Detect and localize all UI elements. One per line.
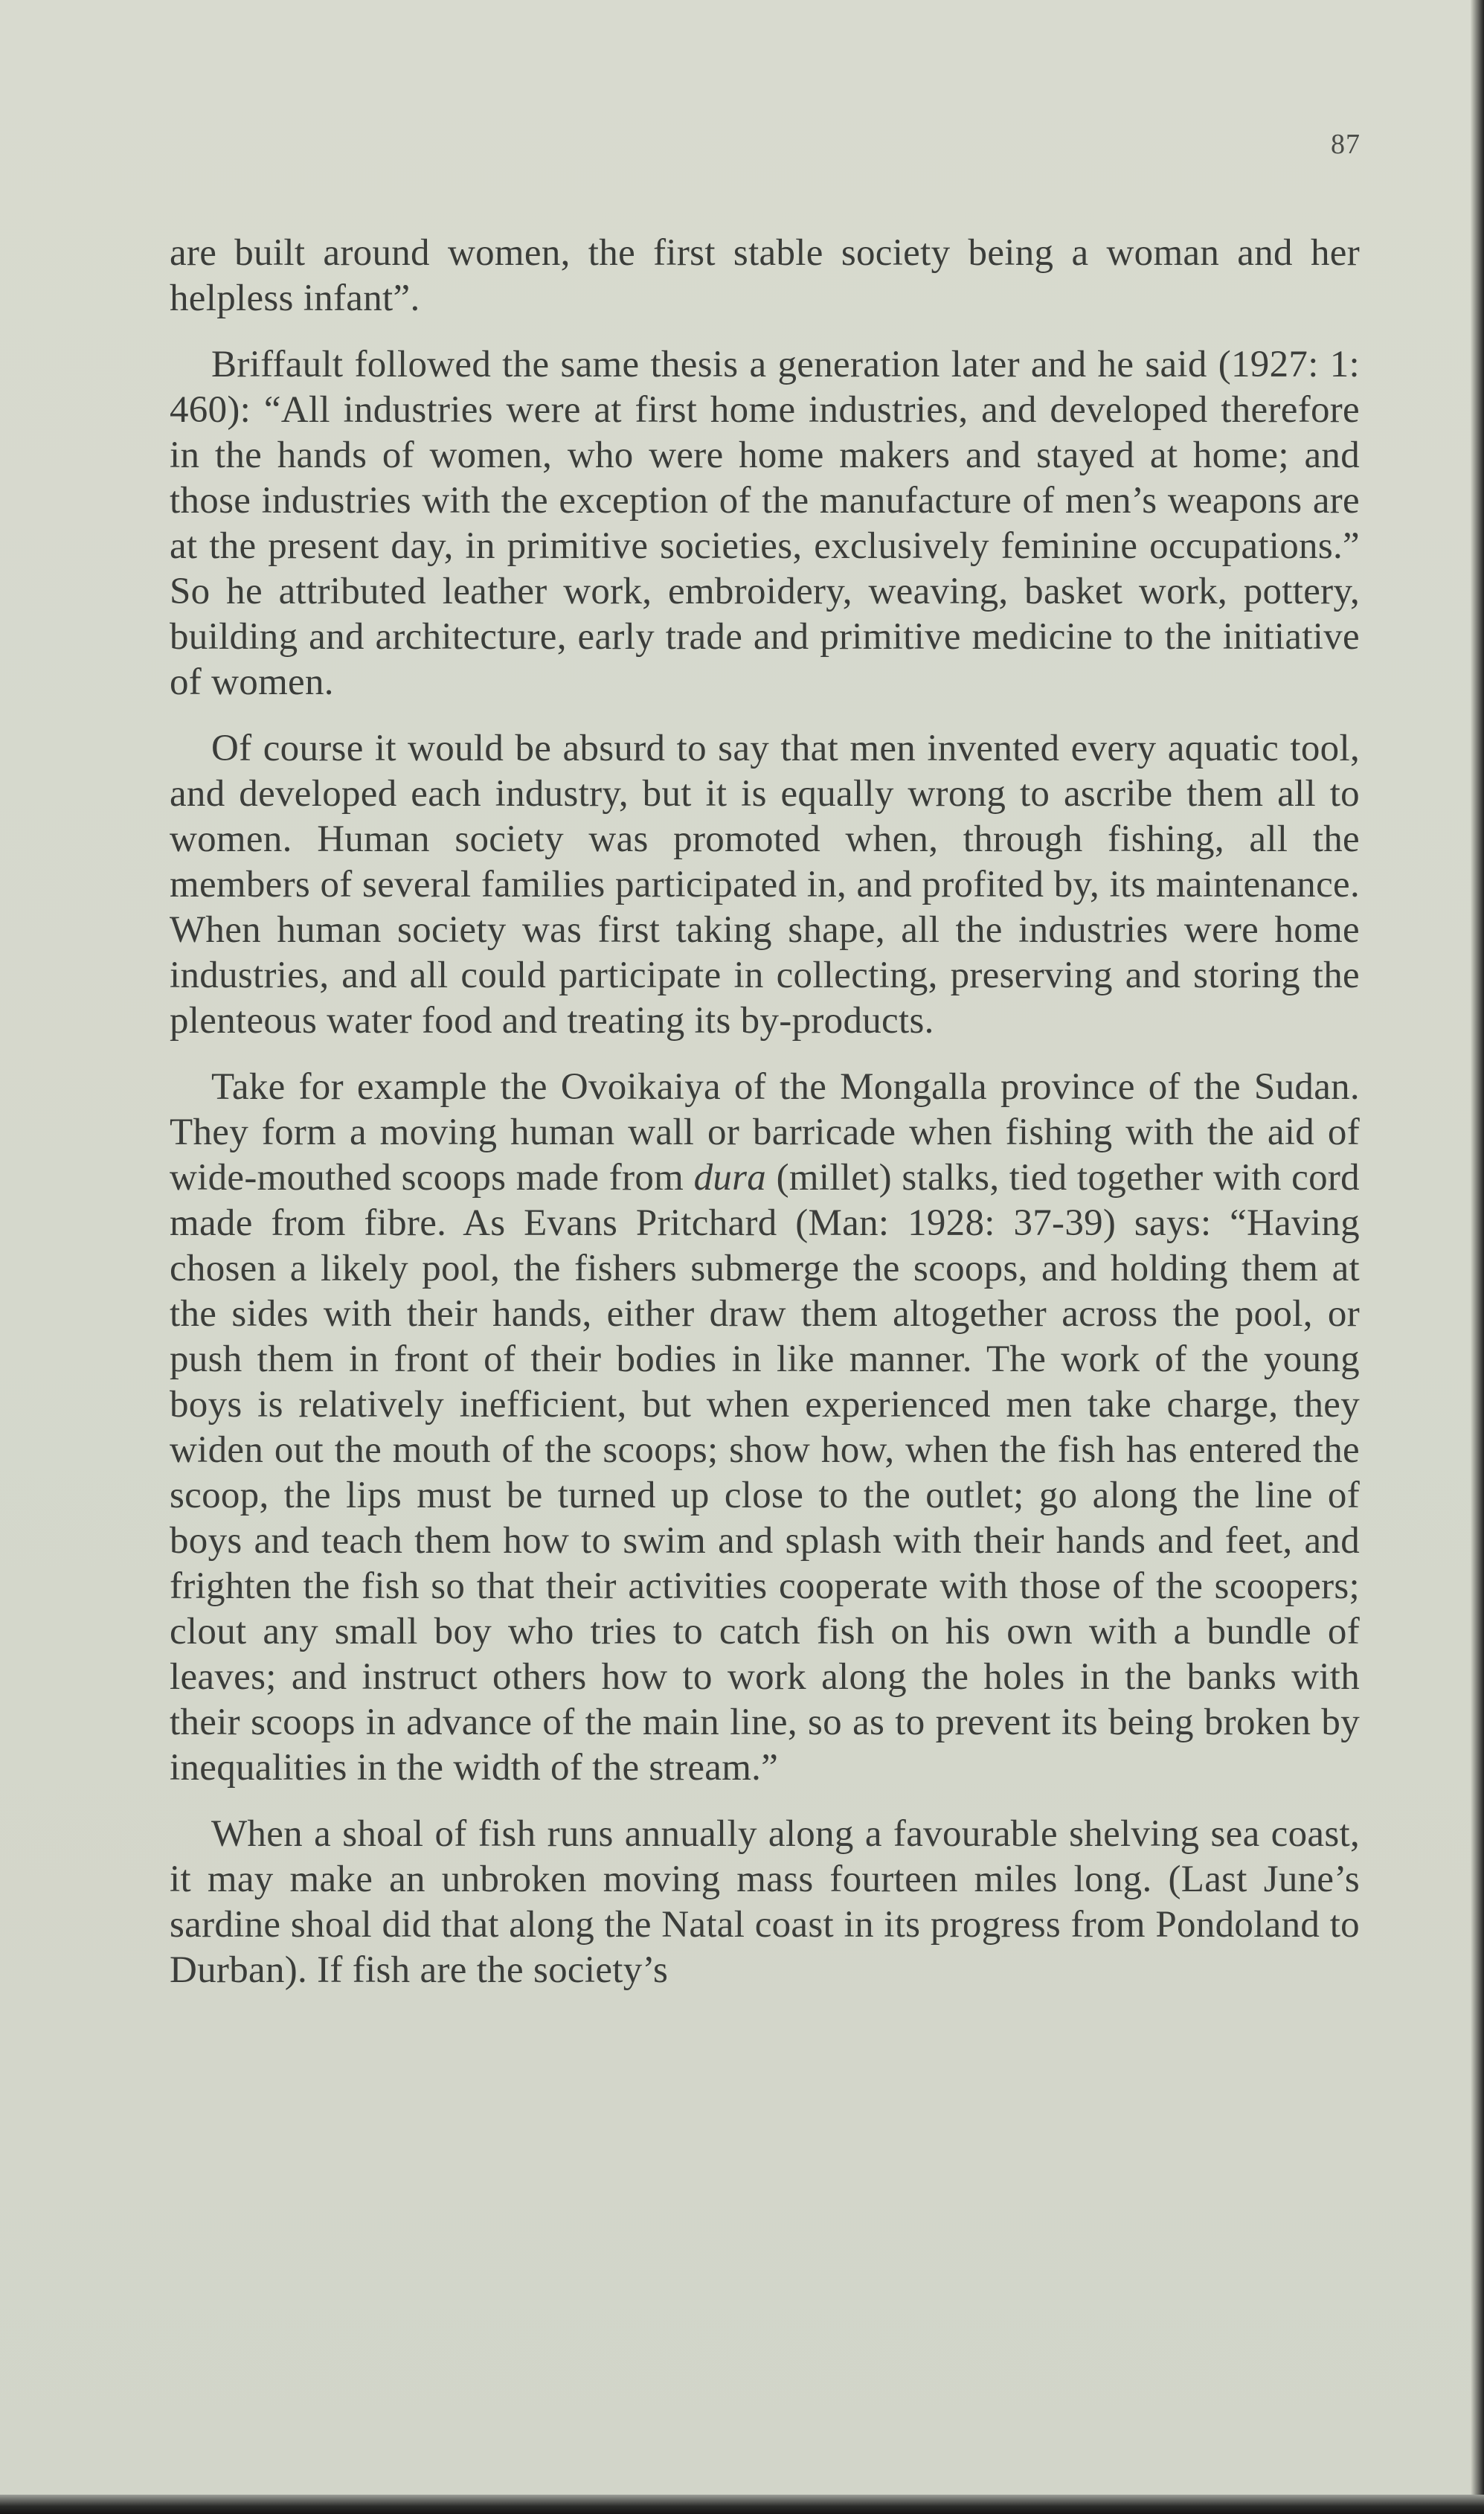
paragraph-4-after: (millet) stalks, tied together with cord made from fibre. As Evans Pritchard (Man: 1928: 37-39) says: “Having chosen a likely pool, the fishers submerge the scoops, and holding them at the sides with their hands, either draw them altogether across the pool, or push them in front of their bodies in like manner. The work of the young boys is relatively inefficient, but when experienced men take charge, they widen out the mouth of the scoops; show how, when the fish has entered the scoop, the lips must be turned up close to the outlet; go along the line of boys and teach them how to swim and splash with their hands and feet, and frighten the fish so that their activities cooperate with those of the scoopers; clout any small boy who tries to catch fish on his own with a bundle of leaves; and instruct others how to work along the holes in the banks with their scoops in advance of the main line, so as to prevent its being broken by inequalities in the width of the stream.”: [170, 1157, 1360, 1789]
paragraph-4: [170, 1065, 1360, 1791]
paragraph-5: When a shoal of fish runs annually along a favourable shelving sea coast, it may make an unbroken moving mass fourteen miles long. (Last June’s sardine shoal did that along the Natal coast in its progress from Pondoland to Durban). If fish are the society’s: [170, 1813, 1360, 1991]
paragraph-1: are built around women, the first stable society being a woman and her helpless infant”.: [170, 232, 1360, 319]
paragraph-3: Of course it would be absurd to say that men invented every aquatic tool, and developed each industry, but it is equally wrong to ascribe them all to women. Human society was promoted when, through fishing, all the members of several families participated in, and profited by, its maintenance. When human society was first taking shape, all the industries were home industries, and all could participate in collecting, preserving and storing the plenteous water food and treating its by-products.: [170, 728, 1360, 1042]
page-edge-bottom: [0, 2495, 1484, 2514]
paragraph-4-before: Take for example the Ovoikaiya of the Mongalla province of the Sudan. They form a moving human wall or barricade when fishing with the aid of wide-mouthed scoops made from: [170, 1066, 1360, 1199]
page-number: 87: [1331, 129, 1361, 160]
paragraph-2: Briffault followed the same thesis a generation later and he said (1927: 1: 460): “All industries were at first home industries, and developed therefore in the hands of women, who were home makers and stayed at home; and those industries with the exception of the manufacture of men’s weapons are at the present day, in primitive societies, exclusively feminine occupations.” So he attributed leather work, embroidery, weaving, basket work, pottery, building and architecture, early trade and primitive medicine to the initiative of women.: [170, 344, 1360, 703]
paragraph-4-italic-term: dura: [693, 1157, 767, 1199]
page-edge-right: [1471, 0, 1484, 2514]
body-text: [170, 231, 1360, 2014]
